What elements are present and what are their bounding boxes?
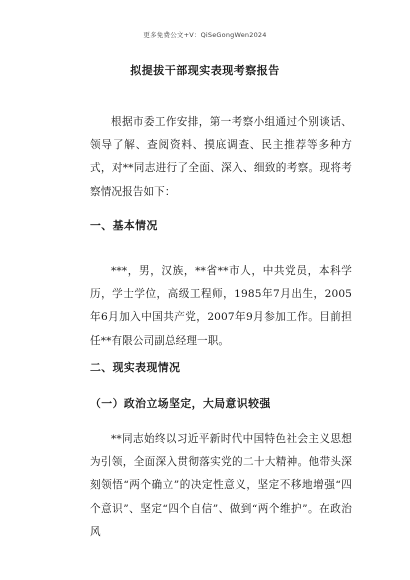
intro-paragraph: 根据市委工作安排，第一考察小组通过个别谈话、领导了解、查阅资料、摸底调查、民主推荐等多种方式，对**同志进行了全面、深入、细致的考察。现将考察情况报告如下：	[90, 116, 352, 198]
document-title: 拟提拔干部现实表现考察报告	[130, 64, 280, 77]
section-heading-performance: 二、现实表现情况	[90, 361, 181, 374]
political-paragraph: **同志始终以习近平新时代中国特色社会主义思想为引领，全面深入贯彻落实党的二十大精神。他带头深刻领悟“两个确立”的决定性意义，坚定不移地增强“四个意识”、坚定“四个自信”、做到“两个维护”。在政治风	[90, 433, 352, 538]
watermark-text: 更多免费公文+V：QiSeGongWen2024	[143, 31, 267, 39]
basic-info-paragraph: ***，男，汉族，**省**市人，中共党员，本科学历，学士学位，高级工程师，1985年7月出生，2005年6月加入中国共产党，2007年9月参加工作。目前担任**有限公司副总经理一职。	[90, 265, 352, 347]
section-heading-basic-info: 一、基本情况	[90, 219, 158, 232]
subsection-heading-political: （一）政治立场坚定，大局意识较强	[90, 397, 271, 410]
